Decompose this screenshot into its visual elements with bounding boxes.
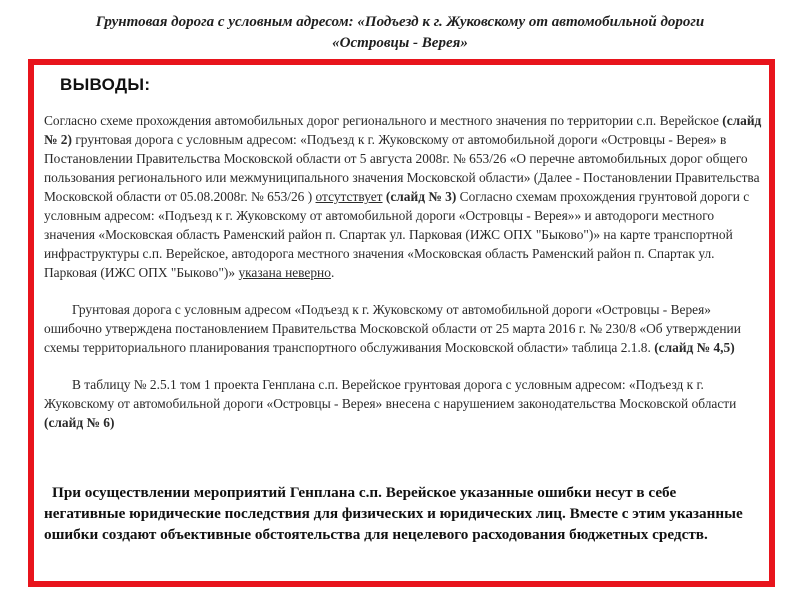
- p1-text-5: .: [330, 265, 335, 280]
- p1-text-4: Согласно схемам прохождения грунтовой дороги с условным адресом: «Подъезд к г. Жуковскому от автомобильной дороги «Островцы - Верея»» и автодороги местного значения «Московская область Раменский район п. Спартак ул. Парковая (ИЖС ОПХ "Быково")» на карте транспортной инфраструктуры с.п. Верейское, автодорога местного значения «Московская область Раменский район п. Спартак ул. Парковая (ИЖС ОПХ "Быково")»: [44, 189, 750, 280]
- slide-ref-6: (слайд № 6): [44, 415, 115, 430]
- conclusions-heading: ВЫВОДЫ:: [60, 75, 151, 94]
- slide-ref-4-5: (слайд № 4,5): [654, 340, 735, 355]
- wrong-mark: указана неверно: [238, 265, 331, 280]
- paragraph-scheme-analysis: [44, 111, 762, 282]
- slide-title-line-2: «Островцы - Верея»: [332, 35, 468, 51]
- slide-title-line-1: Грунтовая дорога с условным адресом: «Подъезд к г. Жуковскому от автомобильной дороги: [95, 14, 705, 30]
- paragraph-erroneous-approval: [44, 300, 762, 357]
- p2-text-1: Грунтовая дорога с условным адресом «Подъезд к г. Жуковскому от автомобильной дороги «Островцы - Верея» ошибочно утверждена постановлением Правительства Московской области от 25 марта 2016 г. № 230/8 «Об утверждении схемы территориального планирования транспортного обслуживания Московской области» таблица 2.1.8.: [44, 302, 741, 355]
- p1-text-1: Согласно схеме прохождения автомобильных дорог регионального и местного значения по территории с.п. Верейское: [44, 113, 723, 128]
- slide-ref-2: (слайд № 2): [44, 113, 762, 147]
- conclusions-body: [44, 111, 762, 450]
- p3-text-1: В таблицу № 2.5.1 том 1 проекта Генплана с.п. Верейское грунтовая дорога с условным адресом: «Подъезд к г. Жуковскому от автомобильной дороги «Островцы - Верея» внесена с нарушением законодательства Московской области: [44, 377, 737, 411]
- slide-ref-3: (слайд № 3): [385, 189, 457, 204]
- paragraph-general-plan-table: [44, 375, 762, 432]
- conclusions-frame: [28, 59, 775, 587]
- absent-mark: отсутствует: [315, 189, 383, 204]
- final-statement: При осуществлении мероприятий Генплана с.п. Верейское указанные ошибки несут в себе негативные юридические последствия для физических и юридических лиц. Вместе с этим указанные ошибки создают объективные обстоятельства для нецелевого расходования бюджетных средств.: [44, 484, 743, 543]
- p1-text-2: грунтовая дорога с условным адресом: «Подъезд к г. Жуковскому от автомобильной дороги «Островцы - Верея» в Постановлении Правительства Московской области от 5 августа 2008г. № 653/26 «О перечне автомобильных дорог общего пользования регионального или межмуниципального значения Московской области» (Далее - Постановлении Правительства Московской области от 05.08.2008г. № 653/26 ): [44, 132, 760, 204]
- slide-title: [60, 12, 740, 54]
